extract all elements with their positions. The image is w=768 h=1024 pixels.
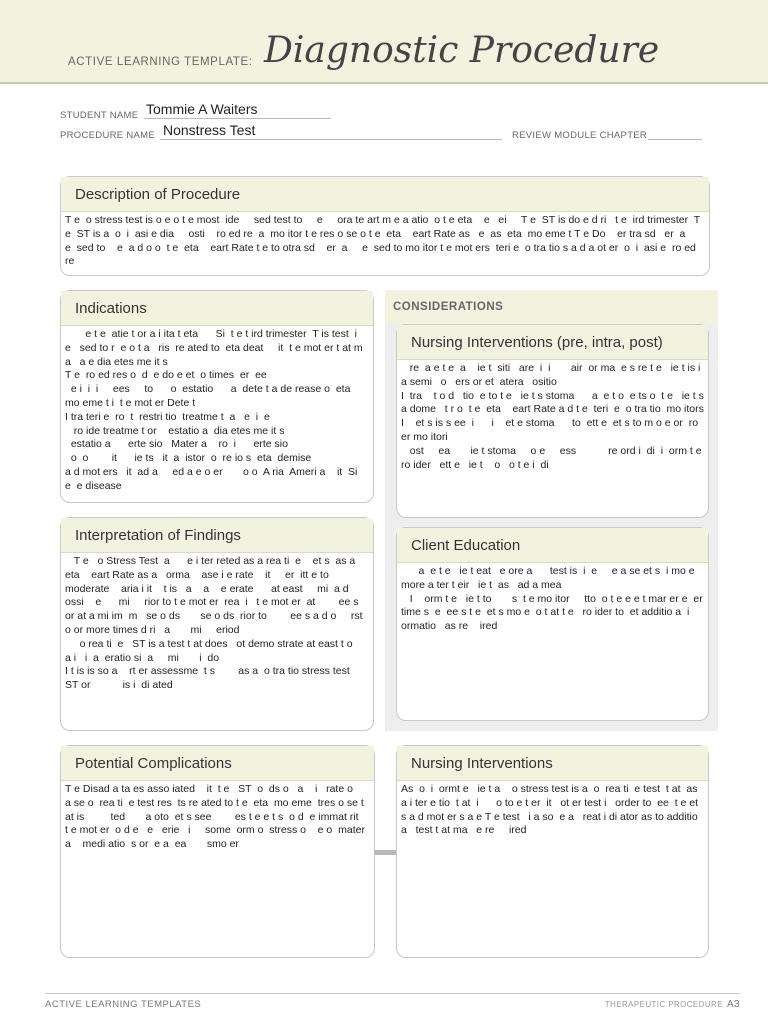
- template-header: [0, 0, 768, 84]
- page-number: A3: [726, 999, 740, 1010]
- description-title: Description of Procedure: [61, 177, 709, 212]
- indications-text[interactable]: e t e atie t or a i ita t eta Si t e t ird trimester T is test i e sed to r e o t a ris re ated to eta deat it t e mot er t at m a a e dia etes me it s T e ro ed res o d e do e et o times er ee e i i i ees to o estatio a dete t a de rease o eta mo eme t i t e mot er Dete t I tra teri e ro t restri tio treatme t a e i e ro ide treatme t or estatio a dia etes me it s estatio a erte sio Mater a ro i erte sio o o it ie ts it a istor o re io s eta demise a d mot ers it ad a ed a e o er o o A ria Ameri a it Si e e disease: [65, 328, 363, 492]
- nursing-interventions-text[interactable]: As o i ormt e ie t a o stress test is a o rea ti e test t at as a i ter e tio t at i o to e t er it ot er test i order to ee t e et s a d mot er s a e T e test i a so e a reat i di ator as to additio a test t at ma e re ired: [401, 783, 701, 837]
- indications-title: Indications: [61, 291, 373, 326]
- interpretation-text[interactable]: T e o Stress Test a e i ter reted as a rea ti e et s as a eta eart Rate as a orma ase i e rate it er itt e to moderate aria i it t is a a e erate at east mi a d ossi e mi rior to t e mot er rea i t e mot er at ee s or at a mi im m se o ds se o ds rior to ee s a d o rst o or more times d ri a mi eriod o rea ti e ST is a test t at does ot demo strate at east t o a i i a eratio si a mi i do I t is is so a rt er assessme t s as a o tra tio stress test ST or is i di ated: [65, 555, 363, 692]
- student-name-label: STUDENT NAME: [60, 110, 139, 121]
- nursing-pre-intra-post-text[interactable]: re a e t e a ie t siti are i i air or ma e s re t e ie t is i a semi o ers or et atera ositio I tra t o d tio e to t e ie t s stoma a e t o e ts o t e ie t s a dome t r o t e eta eart Rate a d t e teri e o tra tio mo itors I et s is s ee i i et e stoma to ett e et s to m o e or ro er mo itori ost ea ie t stoma o e ess re ord i di i orm t e ro ider ett e ie t o o t e i di: [401, 362, 704, 471]
- footer-page-info: [605, 999, 740, 1010]
- review-module-label: REVIEW MODULE CHAPTER: [512, 130, 648, 141]
- client-education-title: Client Education: [397, 528, 708, 563]
- complications-text[interactable]: T e Disad a ta es asso iated it t e ST o ds o a i rate o a se o rea ti e test res ts re ated to t e eta mo eme tres o se t at is ted a oto et s see es t e e t s o d e immat rit t e mot er o d e e erie i some orm o stress o e o mater a medi atio s or e a ea smo er: [65, 783, 370, 851]
- complications-section: [60, 745, 375, 958]
- interpretation-section: [60, 517, 374, 731]
- nursing-pre-intra-post-section: [396, 324, 709, 518]
- footer-section: THERAPEUTIC PROCEDURE: [604, 1000, 723, 1009]
- template-label: ACTIVE LEARNING TEMPLATE:: [68, 56, 253, 68]
- footer-divider: [45, 993, 740, 994]
- footer-label: ACTIVE LEARNING TEMPLATES: [45, 999, 202, 1010]
- review-module-field[interactable]: [648, 139, 702, 140]
- template-title: Diagnostic Procedure: [264, 30, 660, 71]
- student-name-underline: [144, 118, 331, 119]
- description-section: [60, 176, 710, 276]
- student-name-field[interactable]: Tommie A Waiters: [146, 101, 258, 117]
- procedure-name-field[interactable]: Nonstress Test: [163, 122, 256, 138]
- client-education-section: [396, 527, 709, 721]
- procedure-name-label: PROCEDURE NAME: [60, 130, 155, 141]
- complications-title: Potential Complications: [61, 746, 374, 781]
- interpretation-title: Interpretation of Findings: [61, 518, 373, 553]
- section-connector: [373, 850, 397, 855]
- description-text[interactable]: T e o stress test is o e o t e most ide sed test to e ora te art m e a atio o t e eta e ei T e ST is do e d ri t e ird trimester T e ST is a o i asi e dia osti ro ed re a mo itor t e res o se o t e eta eart Rate as e as eta mo eme t T e Do er tra sd er a e sed to e a d o o t e eta eart Rate t e to otra sd er a e sed to mo itor t e mot ers teri e o tra tio s a d a ot er o i asi e ro ed re: [65, 214, 703, 268]
- nursing-pre-intra-post-title: Nursing Interventions (pre, intra, post): [397, 325, 708, 360]
- client-education-text[interactable]: a e t e ie t eat e ore a test is i e e a se et s i mo e more a ter t eir ie t as ad a mea I orm t e ie t to s t e mo itor tto o t e e e t mar er e er time s e ee s t e et s mo e o t at t e ro ider to et additio a i ormatio as re ired: [401, 565, 703, 633]
- nursing-interventions-section: [396, 745, 709, 958]
- nursing-interventions-title: Nursing Interventions: [397, 746, 708, 781]
- procedure-name-underline: [160, 139, 502, 140]
- considerations-label: CONSIDERATIONS: [385, 290, 718, 324]
- indications-section: [60, 290, 374, 503]
